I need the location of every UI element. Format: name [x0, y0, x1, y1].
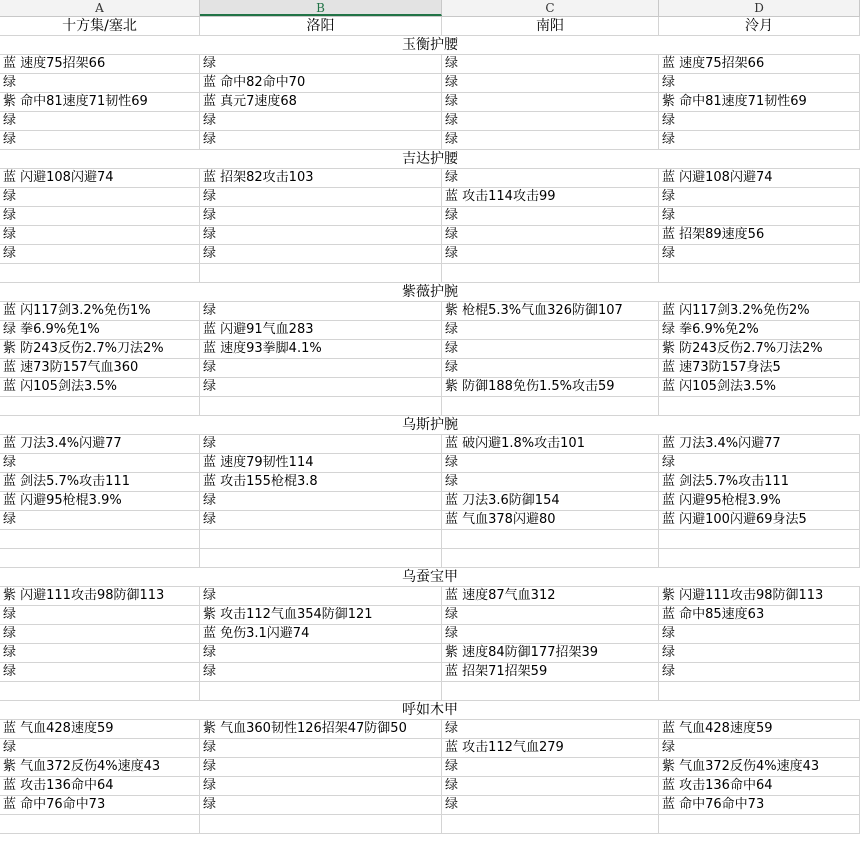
cell[interactable]: 蓝 闪避100闪避69身法5 — [659, 511, 860, 529]
cell[interactable]: 绿 — [0, 739, 200, 757]
cell[interactable]: 蓝 免伤3.1闪避74 — [200, 625, 442, 643]
cell[interactable]: 蓝 刀法3.6防御154 — [442, 492, 659, 510]
cell[interactable]: 绿 — [442, 226, 659, 244]
table-row — [0, 435, 860, 454]
table-row — [0, 511, 860, 530]
cell[interactable]: 绿 — [200, 112, 442, 130]
cell[interactable]: 蓝 速度87气血312 — [442, 587, 659, 605]
section-title[interactable]: 乌蚕宝甲 — [402, 569, 458, 585]
cell[interactable]: 蓝 命中76命中73 — [0, 796, 200, 814]
cell[interactable]: 绿 — [200, 226, 442, 244]
cell[interactable]: 绿 — [442, 112, 659, 130]
table-row — [0, 815, 860, 834]
cell[interactable]: 绿 — [442, 131, 659, 149]
cell[interactable]: 绿 — [0, 245, 200, 263]
cell[interactable]: 绿 — [442, 796, 659, 814]
cell[interactable]: 绿 — [200, 511, 442, 529]
table-row — [0, 663, 860, 682]
cell[interactable] — [0, 815, 200, 833]
cell[interactable] — [200, 264, 442, 282]
cell[interactable]: 绿 — [200, 378, 442, 396]
cell[interactable]: 紫 防243反伤2.7%刀法2% — [0, 340, 200, 358]
cell[interactable] — [0, 397, 200, 415]
cell[interactable]: 绿 — [442, 321, 659, 339]
cell[interactable] — [200, 530, 442, 548]
cell[interactable]: 绿 — [442, 777, 659, 795]
cell[interactable]: 绿 — [200, 796, 442, 814]
cell[interactable]: 十方集/塞北 — [0, 17, 200, 35]
column-header-bar — [0, 0, 860, 17]
cell[interactable]: 绿 拳6.9%免2% — [659, 321, 860, 339]
cell[interactable]: 蓝 闪117剑3.2%免伤1% — [0, 302, 200, 320]
section-title-row — [0, 416, 860, 435]
table-row — [0, 758, 860, 777]
column-header-a[interactable]: A — [0, 0, 200, 16]
cell[interactable]: 蓝 气血428速度59 — [0, 720, 200, 738]
cell[interactable]: 蓝 命中82命中70 — [200, 74, 442, 92]
cell[interactable]: 蓝 速度75招架66 — [659, 55, 860, 73]
cell[interactable]: 绿 — [0, 188, 200, 206]
cell[interactable]: 绿 — [659, 207, 860, 225]
table-row — [0, 169, 860, 188]
cell[interactable]: 绿 — [200, 663, 442, 681]
cell[interactable]: 蓝 闪避91气血283 — [200, 321, 442, 339]
cell[interactable] — [659, 549, 860, 567]
cell[interactable]: 蓝 招架89速度56 — [659, 226, 860, 244]
section-title[interactable]: 乌斯护腕 — [402, 417, 458, 433]
cell-grid — [0, 17, 860, 834]
cell[interactable]: 绿 — [0, 74, 200, 92]
cell[interactable] — [659, 264, 860, 282]
table-row — [0, 17, 860, 36]
cell[interactable]: 绿 — [200, 587, 442, 605]
cell[interactable] — [659, 682, 860, 700]
cell[interactable]: 绿 — [442, 606, 659, 624]
table-row — [0, 473, 860, 492]
cell[interactable]: 紫 命中81速度71韧性69 — [659, 93, 860, 111]
cell[interactable]: 绿 拳6.9%免1% — [0, 321, 200, 339]
cell[interactable] — [0, 264, 200, 282]
cell[interactable] — [442, 264, 659, 282]
cell[interactable]: 绿 — [0, 207, 200, 225]
cell[interactable] — [442, 530, 659, 548]
table-row — [0, 74, 860, 93]
cell[interactable]: 蓝 剑法5.7%攻击111 — [0, 473, 200, 491]
table-row — [0, 530, 860, 549]
cell[interactable]: 蓝 速度93拳脚4.1% — [200, 340, 442, 358]
cell[interactable]: 绿 — [442, 720, 659, 738]
table-row — [0, 454, 860, 473]
table-row — [0, 549, 860, 568]
section-title[interactable]: 紫薇护腕 — [402, 284, 458, 300]
table-row — [0, 226, 860, 245]
section-title-row — [0, 568, 860, 587]
cell[interactable]: 绿 — [0, 644, 200, 662]
cell[interactable]: 绿 — [442, 473, 659, 491]
cell[interactable]: 绿 — [442, 169, 659, 187]
cell[interactable]: 蓝 招架82攻击103 — [200, 169, 442, 187]
cell[interactable]: 蓝 真元7速度68 — [200, 93, 442, 111]
cell[interactable]: 蓝 命中85速度63 — [659, 606, 860, 624]
section-title[interactable]: 吉达护腰 — [402, 151, 458, 167]
cell[interactable]: 蓝 闪避108闪避74 — [659, 169, 860, 187]
table-row — [0, 55, 860, 74]
cell[interactable]: 绿 — [200, 644, 442, 662]
cell[interactable]: 蓝 闪避108闪避74 — [0, 169, 200, 187]
cell[interactable]: 绿 — [200, 188, 442, 206]
table-row — [0, 245, 860, 264]
cell[interactable] — [200, 549, 442, 567]
cell[interactable] — [442, 549, 659, 567]
cell[interactable]: 泠月 — [659, 17, 860, 35]
table-row — [0, 796, 860, 815]
cell[interactable]: 绿 — [200, 758, 442, 776]
cell[interactable]: 绿 — [442, 340, 659, 358]
cell[interactable] — [659, 397, 860, 415]
cell[interactable]: 绿 — [0, 511, 200, 529]
cell[interactable]: 绿 — [0, 112, 200, 130]
column-header-c[interactable]: C — [442, 0, 659, 16]
cell[interactable]: 紫 命中81速度71韧性69 — [0, 93, 200, 111]
cell[interactable]: 绿 — [659, 188, 860, 206]
cell[interactable]: 蓝 命中76命中73 — [659, 796, 860, 814]
cell[interactable]: 蓝 气血378闪避80 — [442, 511, 659, 529]
table-row — [0, 606, 860, 625]
table-row — [0, 720, 860, 739]
table-row — [0, 264, 860, 283]
cell[interactable]: 蓝 速73防157气血360 — [0, 359, 200, 377]
section-title[interactable]: 玉衡护腰 — [402, 37, 458, 53]
cell[interactable]: 紫 防243反伤2.7%刀法2% — [659, 340, 860, 358]
cell[interactable]: 绿 — [442, 55, 659, 73]
cell[interactable]: 蓝 招架71招架59 — [442, 663, 659, 681]
column-header-b[interactable]: B — [200, 0, 442, 16]
cell[interactable]: 绿 — [200, 359, 442, 377]
cell[interactable]: 紫 攻击112气血354防御121 — [200, 606, 442, 624]
cell[interactable]: 绿 — [659, 454, 860, 472]
cell[interactable]: 紫 闪避111攻击98防御113 — [0, 587, 200, 605]
cell[interactable] — [0, 530, 200, 548]
cell[interactable]: 绿 — [442, 93, 659, 111]
cell[interactable]: 绿 — [442, 245, 659, 263]
table-row — [0, 777, 860, 796]
table-row — [0, 302, 860, 321]
table-row — [0, 682, 860, 701]
cell[interactable]: 绿 — [442, 758, 659, 776]
cell[interactable] — [200, 682, 442, 700]
section-title-row — [0, 701, 860, 720]
cell[interactable]: 紫 枪棍5.3%气血326防御107 — [442, 302, 659, 320]
table-row — [0, 492, 860, 511]
cell[interactable]: 蓝 闪117剑3.2%免伤2% — [659, 302, 860, 320]
cell[interactable]: 蓝 闪105剑法3.5% — [0, 378, 200, 396]
cell[interactable]: 绿 — [0, 606, 200, 624]
table-row — [0, 321, 860, 340]
cell[interactable]: 紫 闪避111攻击98防御113 — [659, 587, 860, 605]
cell[interactable]: 绿 — [0, 454, 200, 472]
cell[interactable]: 绿 — [659, 625, 860, 643]
cell[interactable]: 绿 — [442, 625, 659, 643]
cell[interactable]: 南阳 — [442, 17, 659, 35]
cell[interactable]: 绿 — [200, 55, 442, 73]
cell[interactable]: 蓝 速度75招架66 — [0, 55, 200, 73]
cell[interactable]: 绿 — [442, 359, 659, 377]
cell[interactable] — [442, 397, 659, 415]
column-header-d[interactable]: D — [659, 0, 860, 16]
table-row — [0, 340, 860, 359]
cell[interactable]: 蓝 闪避95枪棍3.9% — [0, 492, 200, 510]
cell[interactable]: 洛阳 — [200, 17, 442, 35]
cell[interactable]: 紫 速度84防御177招架39 — [442, 644, 659, 662]
cell[interactable]: 绿 — [442, 207, 659, 225]
cell[interactable]: 蓝 速73防157身法5 — [659, 359, 860, 377]
cell[interactable]: 蓝 闪避95枪棍3.9% — [659, 492, 860, 510]
table-row — [0, 93, 860, 112]
table-row — [0, 739, 860, 758]
cell[interactable]: 绿 — [200, 302, 442, 320]
cell[interactable]: 绿 — [659, 245, 860, 263]
cell[interactable]: 绿 — [0, 226, 200, 244]
section-title-row — [0, 150, 860, 169]
section-title-row — [0, 36, 860, 55]
table-row — [0, 625, 860, 644]
cell[interactable]: 绿 — [659, 663, 860, 681]
table-row — [0, 188, 860, 207]
cell[interactable]: 绿 — [0, 625, 200, 643]
cell[interactable]: 蓝 攻击114攻击99 — [442, 188, 659, 206]
cell[interactable]: 蓝 攻击136命中64 — [0, 777, 200, 795]
cell[interactable]: 绿 — [442, 74, 659, 92]
cell[interactable]: 绿 — [659, 739, 860, 757]
cell[interactable] — [659, 815, 860, 833]
section-title[interactable]: 呼如木甲 — [402, 702, 458, 718]
cell[interactable]: 紫 气血360韧性126招架47防御50 — [200, 720, 442, 738]
section-title-row — [0, 283, 860, 302]
cell[interactable]: 蓝 攻击112气血279 — [442, 739, 659, 757]
table-row — [0, 644, 860, 663]
cell[interactable]: 蓝 刀法3.4%闪避77 — [0, 435, 200, 453]
cell[interactable]: 蓝 速度79韧性114 — [200, 454, 442, 472]
cell[interactable]: 蓝 闪105剑法3.5% — [659, 378, 860, 396]
cell[interactable]: 紫 防御188免伤1.5%攻击59 — [442, 378, 659, 396]
cell[interactable]: 蓝 刀法3.4%闪避77 — [659, 435, 860, 453]
cell[interactable]: 蓝 破闪避1.8%攻击101 — [442, 435, 659, 453]
cell[interactable]: 绿 — [200, 435, 442, 453]
table-row — [0, 131, 860, 150]
cell[interactable] — [200, 397, 442, 415]
cell[interactable]: 绿 — [200, 492, 442, 510]
cell[interactable]: 绿 — [0, 663, 200, 681]
table-row — [0, 207, 860, 226]
cell[interactable]: 绿 — [200, 739, 442, 757]
cell[interactable]: 紫 气血372反伤4%速度43 — [659, 758, 860, 776]
table-row — [0, 397, 860, 416]
cell[interactable] — [0, 549, 200, 567]
cell[interactable]: 紫 气血372反伤4%速度43 — [0, 758, 200, 776]
cell[interactable]: 蓝 攻击155枪棍3.8 — [200, 473, 442, 491]
table-row — [0, 378, 860, 397]
cell[interactable]: 绿 — [200, 245, 442, 263]
cell[interactable] — [442, 815, 659, 833]
cell[interactable]: 绿 — [200, 131, 442, 149]
cell[interactable]: 蓝 攻击136命中64 — [659, 777, 860, 795]
cell[interactable]: 蓝 剑法5.7%攻击111 — [659, 473, 860, 491]
cell[interactable]: 绿 — [659, 644, 860, 662]
cell[interactable]: 绿 — [659, 131, 860, 149]
cell[interactable] — [200, 815, 442, 833]
cell[interactable]: 绿 — [200, 777, 442, 795]
cell[interactable] — [442, 682, 659, 700]
table-row — [0, 359, 860, 378]
cell[interactable] — [0, 682, 200, 700]
cell[interactable]: 绿 — [659, 112, 860, 130]
cell[interactable]: 绿 — [200, 207, 442, 225]
cell[interactable] — [659, 530, 860, 548]
cell[interactable]: 绿 — [442, 454, 659, 472]
cell[interactable]: 绿 — [659, 74, 860, 92]
table-row — [0, 587, 860, 606]
cell[interactable]: 蓝 气血428速度59 — [659, 720, 860, 738]
table-row — [0, 112, 860, 131]
cell[interactable]: 绿 — [0, 131, 200, 149]
